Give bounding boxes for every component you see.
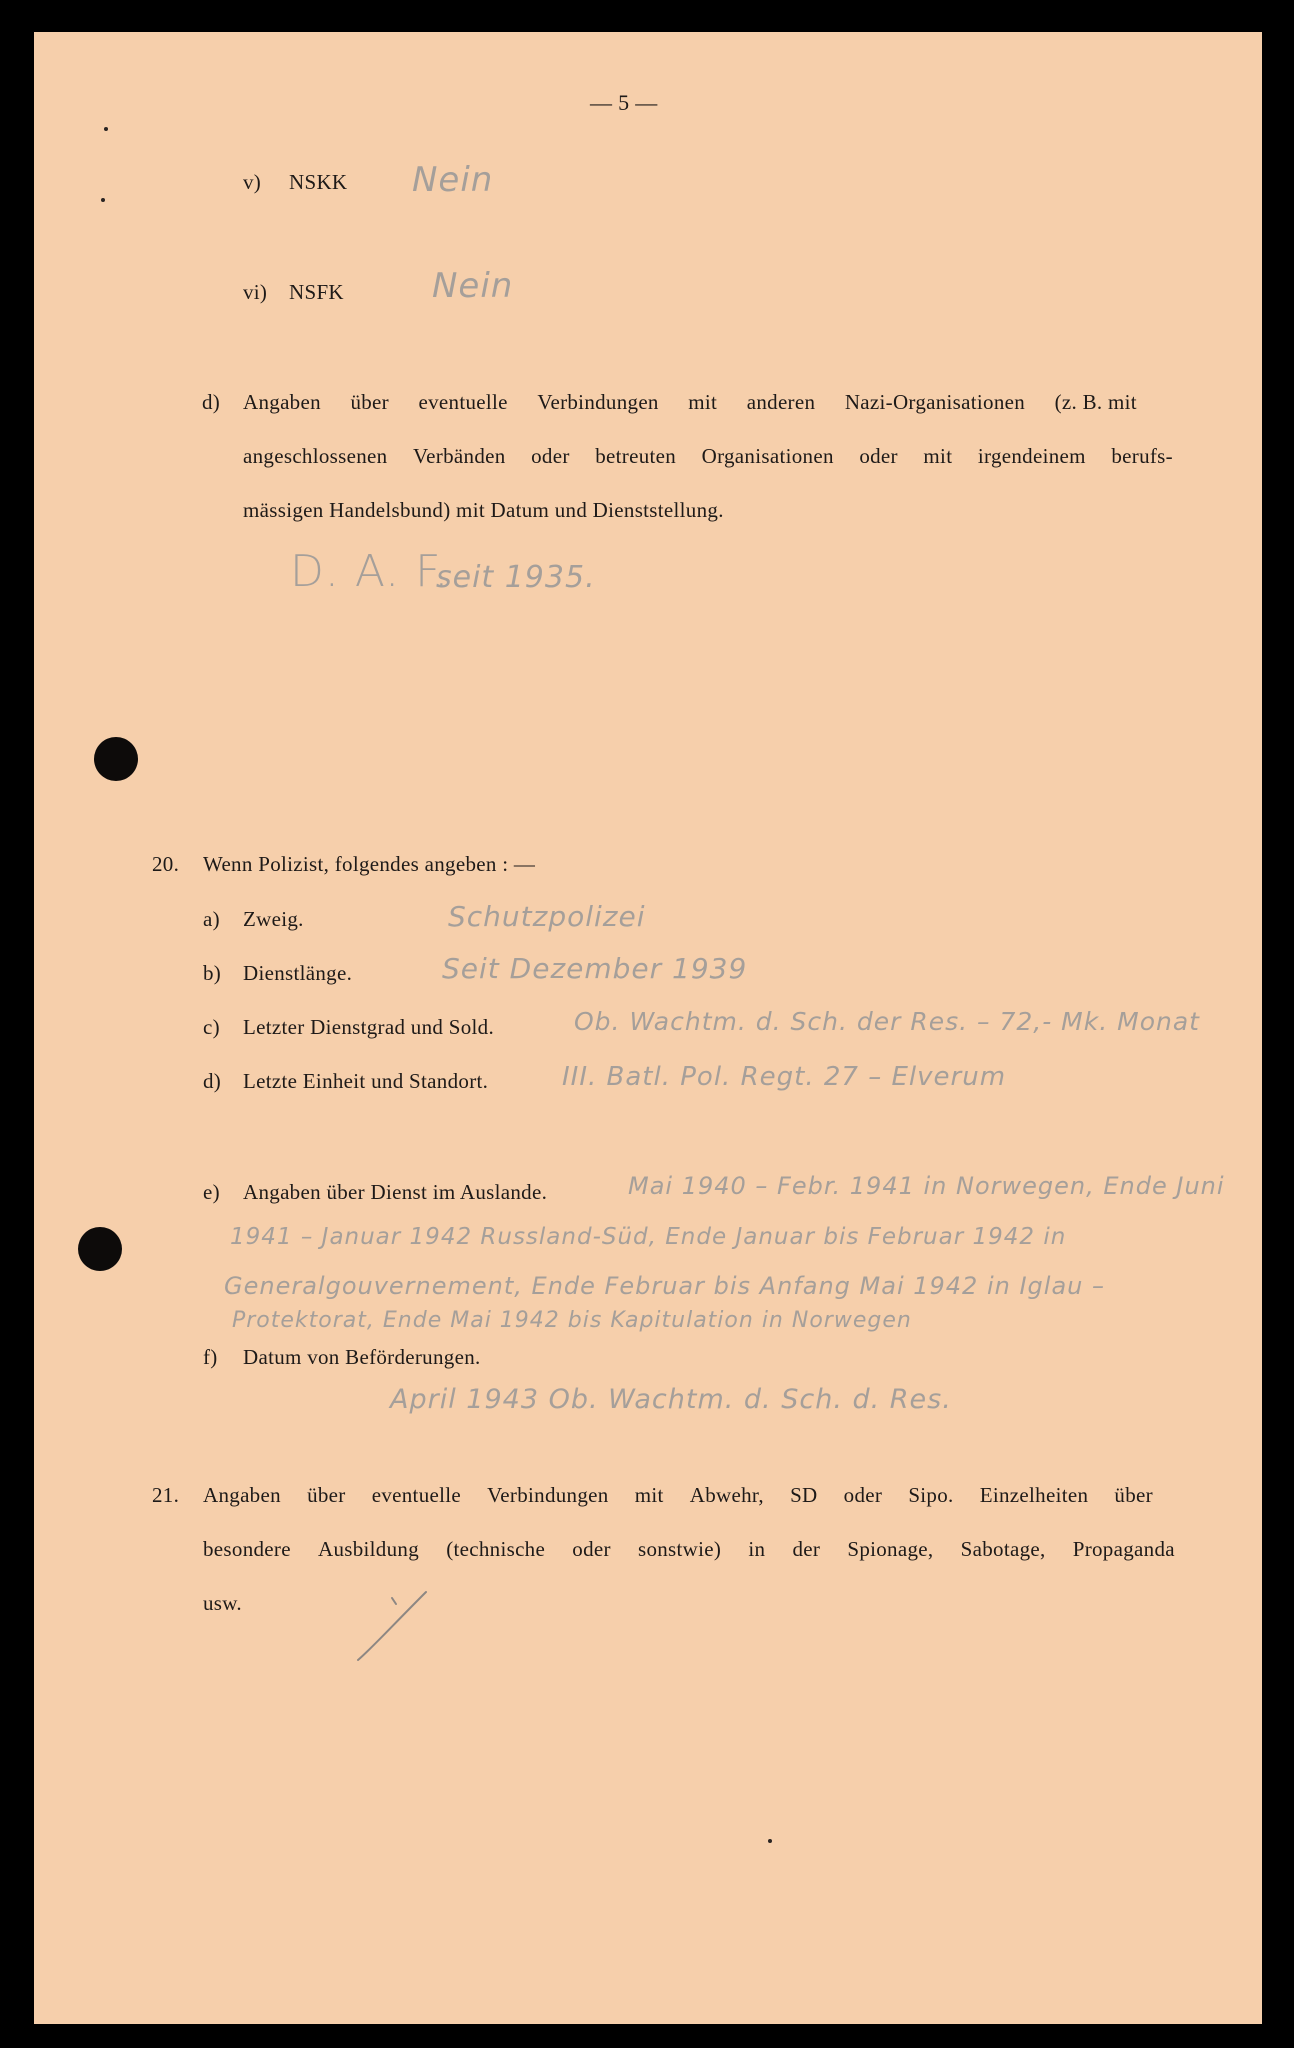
word: Nazi-Organisationen <box>844 390 1026 414</box>
paper-speck <box>768 1839 772 1843</box>
q20-e-marker: e) <box>203 1180 220 1204</box>
word: Ausbildung <box>318 1537 420 1561</box>
q21-line-2 <box>203 1537 1175 1562</box>
word: Propaganda <box>1072 1537 1175 1561</box>
word: besondere <box>203 1537 291 1561</box>
q20-number: 20. <box>152 852 180 876</box>
item-vi-answer: Nein <box>432 266 514 306</box>
word: Sipo. <box>908 1483 954 1507</box>
q20-b-answer: Seit Dezember 1939 <box>442 952 748 985</box>
q21-line-3: usw. <box>203 1591 242 1615</box>
punch-hole-top <box>94 737 138 781</box>
word: über <box>307 1483 346 1507</box>
q20-a-answer: Schutzpolizei <box>448 900 646 933</box>
word: oder <box>572 1537 611 1561</box>
word: oder <box>859 444 898 468</box>
word: Verbindungen <box>487 1483 609 1507</box>
word: Sabotage, <box>960 1537 1046 1561</box>
q20-f-label: Datum von Beförderungen. <box>243 1345 481 1369</box>
q20-d-marker: d) <box>203 1069 222 1093</box>
word: oder <box>531 444 570 468</box>
word: angeschlossenen <box>243 444 388 468</box>
word: Verbindungen <box>537 390 659 414</box>
word: mit <box>923 444 953 468</box>
word: (technische <box>446 1537 546 1561</box>
word: eventuelle <box>418 390 508 414</box>
q20-e-answer-line-2: 1941 – Januar 1942 Russland-Süd, Ende Januar bis Februar 1942 in <box>230 1224 1067 1250</box>
q20-c-marker: c) <box>203 1015 220 1039</box>
document-page <box>34 32 1262 2024</box>
item-v-marker: v) <box>243 170 262 194</box>
q20-f-marker: f) <box>203 1345 218 1369</box>
word: (z. B. mit <box>1054 390 1137 414</box>
word: oder <box>843 1483 883 1507</box>
word: Abwehr, <box>689 1483 764 1507</box>
word: berufs- <box>1111 444 1173 468</box>
paper-speck <box>101 198 105 202</box>
item-d-line-2 <box>243 444 1173 469</box>
punch-hole-bottom <box>78 1227 122 1271</box>
word: Angaben <box>203 1483 281 1507</box>
paper-speck <box>104 127 108 131</box>
q20-a-marker: a) <box>203 907 220 931</box>
q20-c-answer: Ob. Wachtm. d. Sch. der Res. – 72,- Mk. Monat <box>574 1007 1200 1036</box>
word: Einzelheiten <box>979 1483 1089 1507</box>
word: betreuten <box>595 444 677 468</box>
pencil-dash-mark <box>352 1578 432 1668</box>
page-number: — 5 — <box>590 90 658 115</box>
q20-e-label: Angaben über Dienst im Auslande. <box>243 1180 548 1204</box>
word: mit <box>634 1483 664 1507</box>
q20-e-answer-line-4: Protektorat, Ende Mai 1942 bis Kapitulation in Norwegen <box>232 1308 912 1333</box>
item-vi-marker: vi) <box>243 280 268 304</box>
word: eventuelle <box>371 1483 462 1507</box>
q20-f-answer: April 1943 Ob. Wachtm. d. Sch. d. Res. <box>390 1384 952 1415</box>
word: Organisationen <box>701 444 834 468</box>
item-d-answer-main: D. A. F. <box>290 546 450 597</box>
word: über <box>350 390 389 414</box>
q20-a-label: Zweig. <box>243 907 304 931</box>
q20-c-label: Letzter Dienstgrad und Sold. <box>243 1015 495 1039</box>
word: Verbänden <box>413 444 506 468</box>
item-d-line-1 <box>243 390 1137 415</box>
q20-e-answer-line-1: Mai 1940 – Febr. 1941 in Norwegen, Ende Juni <box>628 1172 1225 1200</box>
word: sonstwie) <box>637 1537 722 1561</box>
q20-b-label: Dienstlänge. <box>243 961 353 985</box>
item-vi-label: NSFK <box>289 280 344 304</box>
word: SD <box>790 1483 818 1507</box>
item-d-answer-rest: seit 1935. <box>436 560 596 595</box>
q20-title: Wenn Polizist, folgendes angeben : — <box>203 852 536 876</box>
q20-b-marker: b) <box>203 961 222 985</box>
q21-number: 21. <box>152 1483 180 1507</box>
q20-d-answer: III. Batl. Pol. Regt. 27 – Elverum <box>562 1062 1007 1092</box>
item-v-label: NSKK <box>289 170 348 194</box>
q20-e-answer-line-3: Generalgouvernement, Ende Februar bis Anfang Mai 1942 in Iglau – <box>224 1272 1105 1300</box>
item-d-marker: d) <box>202 390 221 414</box>
word: anderen <box>746 390 816 414</box>
word: irgendeinem <box>977 444 1086 468</box>
word: Angaben <box>243 390 321 414</box>
item-d-line-3: mässigen Handelsbund) mit Datum und Dienststellung. <box>243 498 724 522</box>
word: Spionage, <box>847 1537 934 1561</box>
word: in <box>748 1537 766 1561</box>
word: mit <box>688 390 718 414</box>
word: der <box>792 1537 821 1561</box>
q21-line-1 <box>203 1483 1153 1508</box>
q20-d-label: Letzte Einheit und Standort. <box>243 1069 489 1093</box>
word: über <box>1114 1483 1153 1507</box>
item-v-answer: Nein <box>412 160 494 200</box>
